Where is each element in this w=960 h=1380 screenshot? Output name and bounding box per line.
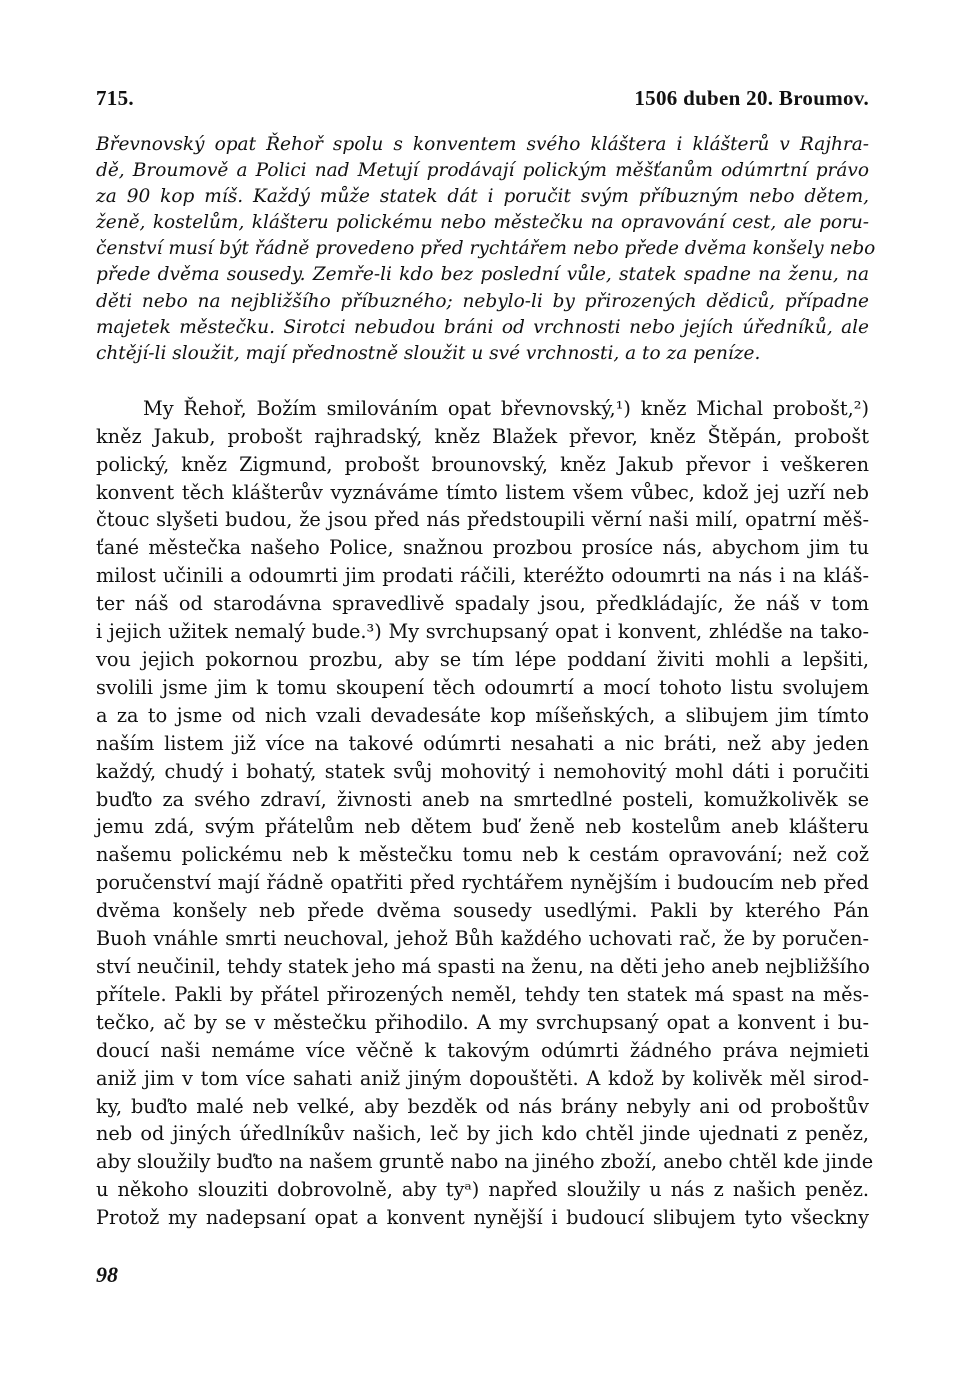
- document-page: [96, 86, 876, 1232]
- body-line: ky, buďto malé neb velké, aby bezděk od nás brány nebyly ani od proboštův: [96, 1094, 869, 1118]
- body-line: poručenství mají řádně opatřiti před rychtářem nynějším i budoucím neb před: [96, 871, 869, 895]
- summary-line: děti nebo na nejbližšího příbuzného; nebylo-li by přirozených dědiců, případne: [96, 290, 869, 312]
- body-line: svolili jsme jim k tomu skoupení těch odoumrtí a mocí tohoto listu svolujem: [96, 675, 869, 699]
- body-line: My Řehoř, Božím smilováním opat břevnovský,¹) kněz Michal probošt,²): [143, 396, 869, 420]
- body-line: konvent těch klášterův vyznáváme tímto listem všem vůbec, kdož jej uzří neb: [96, 480, 869, 504]
- summary-line: čenství musí být řádně provedeno před rychtářem nebo přede dvěma konšely nebo: [96, 238, 876, 260]
- body-line: u někoho slouziti dobrovolně, aby tyᵃ) napřed sloužily u nás z našich peněz.: [96, 1178, 869, 1202]
- summary-paragraph: [96, 132, 876, 367]
- body-line: ter náš od starodávna spravedlivě spadaly jsou, předkládajíc, že náš v tom: [96, 592, 869, 616]
- body-line: ství neučinil, tehdy statek jeho má spasti na ženu, na děti jeho aneb nejbližšího: [96, 954, 870, 978]
- body-line: přítele. Pakli by přátel přirozených neměl, tehdy ten statek má spast na měs-: [96, 982, 869, 1006]
- body-line: doucí naši nemáme více věčně k takovým odúmrti žádného práva nejmieti: [96, 1038, 869, 1062]
- body-line: jemu zdá, svým přátelům neb dětem buď ženě neb kostelům aneb klášteru: [96, 815, 869, 839]
- body-line: milost učinili a odoumrti jim prodati ráčili, kteréžto odoumrti na nás i na kláš-: [96, 564, 869, 588]
- body-line: tečko, ač by se v městečku přihodilo. A my svrchupsaný opat a konvent i bu-: [96, 1010, 869, 1034]
- body-line: našemu polickému neb k městečku tomu neb k cestám opravování; než což: [96, 843, 869, 867]
- summary-line: Břevnovský opat Řehoř spolu s konventem svého kláštera i klášterů v Rajhra-: [96, 134, 869, 155]
- summary-line: dě, Broumově a Polici nad Metují prodávají polickým měšťanům odúmrtní právo: [96, 160, 869, 182]
- body-paragraph: [96, 395, 874, 1232]
- body-line: dvěma konšely neb přede dvěma sousedy usedlými. Pakli by kterého Pán: [96, 899, 869, 923]
- body-line: buďto za svého zdraví, živnosti aneb na smrtedlné posteli, komužkolivěk se: [96, 787, 869, 811]
- body-line: ťané městečka našeho Police, snažnou prozbou prosíce nás, abychom jim tu: [96, 536, 869, 560]
- body-line: čtouc slyšeti budou, že jsou před nás předstoupili věrní naši milí, opatrní měš-: [96, 508, 869, 532]
- body-line: neb od jiných úředlníkův našich, leč by jich kdo chtěl jinde ujednati z peněz,: [96, 1122, 869, 1146]
- page-number: 98: [96, 1262, 118, 1287]
- body-line: kněz Jakub, probošt rajhradský, kněz Blažek převor, kněz Štěpán, probošt: [96, 424, 869, 448]
- page-header: [96, 86, 869, 122]
- body-line: i jejich užitek nemalý bude.³) My svrchupsaný opat i konvent, zhlédše na tako-: [96, 620, 869, 644]
- summary-line: za 90 kop míš. Každý může statek dát i poručit svým příbuzným nebo dětem,: [96, 186, 869, 208]
- body-line: aby sloužily buďto na našem gruntě nabo na jiného zboží, anebo chtěl kde jinde: [96, 1150, 874, 1174]
- summary-line: ženě, kostelům, klášteru polickému nebo městečku na opravování cest, ale poru-: [96, 212, 869, 234]
- body-line: naším listem již více na takové odúmrti nesahati a nic bráti, než aby jeden: [96, 731, 869, 755]
- document-number: 715.: [96, 86, 134, 110]
- body-line: Buoh vnáhle smrti neuchoval, jehož Bůh každého uchovati rač, že by poručen-: [96, 927, 869, 951]
- summary-line: přede dvěma sousedy. Zemře-li kdo bez poslední vůle, statek spadne na ženu, na: [96, 264, 869, 286]
- body-line: Protož my nadepsaní opat a konvent nynější i budoucí slibujem tyto všeckny: [96, 1206, 869, 1230]
- body-line: polický, kněz Zigmund, probošt brounovský, kněz Jakub převor i veškeren: [96, 452, 869, 476]
- body-line: a za to jsme od nich vzali devadesáte kop míšeňských, a slibujem jim tímto: [96, 703, 869, 727]
- body-line: vou jejich pokornou prozbu, aby se tím lépe poddaní živiti mohli a lepšiti,: [96, 648, 869, 671]
- summary-line: majetek městečku. Sirotci nebudou bráni od vrchnosti nebo jejích úředníků, ale: [96, 316, 869, 338]
- body-line: každý, chudý i bohatý, statek svůj mohovitý i nemohovitý mohl dáti i poručiti: [96, 759, 869, 783]
- date-place: 1506 duben 20. Broumov.: [634, 86, 869, 110]
- summary-line: chtějí-li sloužit, mají přednostně sloužit u své vrchnosti, a to za peníze.: [96, 342, 761, 364]
- body-line: aniž jim v tom více sahati aniž jiným dopouštěti. A kdož by kolivěk měl sirod-: [96, 1066, 869, 1090]
